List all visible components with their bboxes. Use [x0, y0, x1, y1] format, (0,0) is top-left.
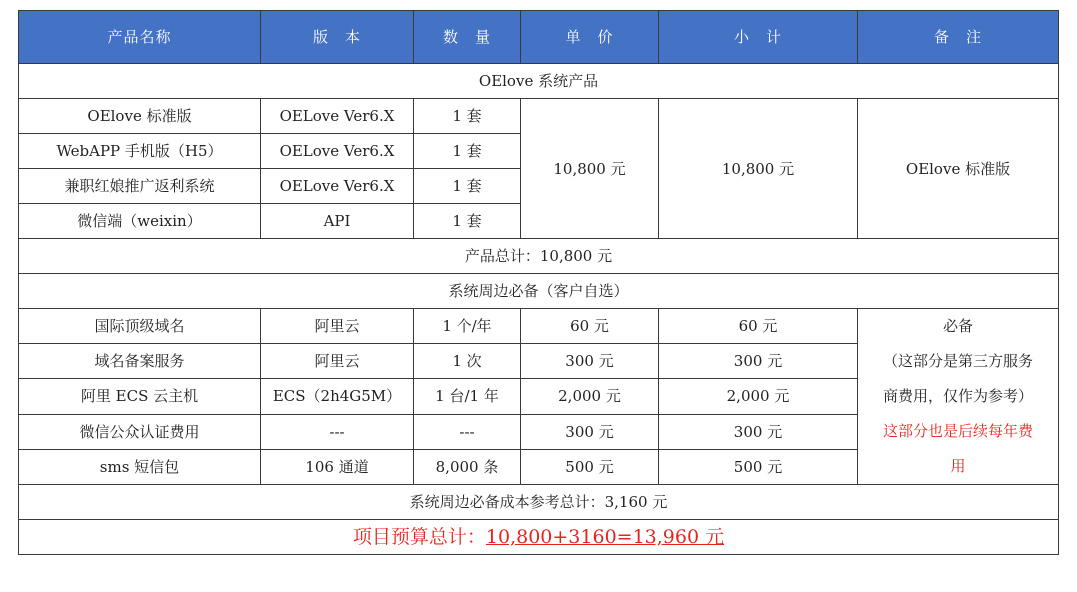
product-quantity: 1 套 — [414, 204, 521, 239]
service-name: 阿里 ECS 云主机 — [19, 379, 261, 414]
products-subtotal: 10,800 元 — [659, 99, 858, 239]
header-remarks: 备 注 — [858, 11, 1059, 64]
service-subtotal: 2,000 元 — [659, 379, 858, 414]
remark-line-highlight: 这部分也是后续每年费 — [882, 422, 1033, 440]
service-quantity: --- — [414, 414, 521, 449]
service-quantity: 1 个/年 — [414, 309, 521, 344]
products-total: 产品总计：10,800 元 — [19, 239, 1059, 274]
service-quantity: 8,000 条 — [414, 449, 521, 484]
service-unit-price: 300 元 — [521, 414, 659, 449]
remark-line: 商费用，仅作为参考） — [882, 387, 1033, 405]
header-version: 版 本 — [261, 11, 414, 64]
product-name: OElove 标准版 — [19, 99, 261, 134]
service-provider: 阿里云 — [261, 344, 414, 379]
service-quantity: 1 台/1 年 — [414, 379, 521, 414]
service-provider: 阿里云 — [261, 309, 414, 344]
budget-total — [19, 520, 1059, 555]
product-quantity: 1 套 — [414, 169, 521, 204]
service-name: sms 短信包 — [19, 449, 261, 484]
product-name: 兼职红娘推广返利系统 — [19, 169, 261, 204]
product-quantity: 1 套 — [414, 99, 521, 134]
section-row — [19, 64, 1059, 99]
service-subtotal: 60 元 — [659, 309, 858, 344]
service-provider: 106 通道 — [261, 449, 414, 484]
product-quantity: 1 套 — [414, 134, 521, 169]
service-provider: --- — [261, 414, 414, 449]
product-version: API — [261, 204, 414, 239]
service-unit-price: 2,000 元 — [521, 379, 659, 414]
products-unit-price: 10,800 元 — [521, 99, 659, 239]
service-name: 国际顶级域名 — [19, 309, 261, 344]
service-subtotal: 300 元 — [659, 414, 858, 449]
header-row — [19, 11, 1059, 64]
products-remark: OElove 标准版 — [858, 99, 1059, 239]
product-name: WebAPP 手机版（H5） — [19, 134, 261, 169]
services-remark — [858, 309, 1059, 485]
product-version: OELove Ver6.X — [261, 99, 414, 134]
service-provider: ECS（2h4G5M） — [261, 379, 414, 414]
products-total-row — [19, 239, 1059, 274]
service-name: 域名备案服务 — [19, 344, 261, 379]
product-version: OELove Ver6.X — [261, 134, 414, 169]
header-unit-price: 单 价 — [521, 11, 659, 64]
remark-line-highlight: 用 — [950, 457, 966, 475]
product-name: 微信端（weixin） — [19, 204, 261, 239]
header-subtotal: 小 计 — [659, 11, 858, 64]
section-row — [19, 274, 1059, 309]
quote-table — [18, 10, 1059, 555]
product-version: OELove Ver6.X — [261, 169, 414, 204]
service-unit-price: 500 元 — [521, 449, 659, 484]
service-unit-price: 60 元 — [521, 309, 659, 344]
table-row — [19, 309, 1059, 344]
section-title-products: OElove 系统产品 — [19, 64, 1059, 99]
remark-line: （这部分是第三方服务 — [882, 352, 1033, 370]
service-unit-price: 300 元 — [521, 344, 659, 379]
services-total: 系统周边必备成本参考总计：3,160 元 — [19, 485, 1059, 520]
section-title-services: 系统周边必备（客户自选） — [19, 274, 1059, 309]
table-row — [19, 99, 1059, 134]
service-name: 微信公众认证费用 — [19, 414, 261, 449]
budget-amount: 10,800+3160=13,960 元 — [485, 526, 725, 548]
budget-row — [19, 520, 1059, 555]
service-subtotal: 500 元 — [659, 449, 858, 484]
header-product-name: 产品名称 — [19, 11, 261, 64]
budget-label: 项目预算总计： — [352, 526, 486, 548]
remark-line: 必备 — [942, 317, 973, 335]
header-quantity: 数 量 — [414, 11, 521, 64]
service-quantity: 1 次 — [414, 344, 521, 379]
service-subtotal: 300 元 — [659, 344, 858, 379]
services-total-row — [19, 485, 1059, 520]
